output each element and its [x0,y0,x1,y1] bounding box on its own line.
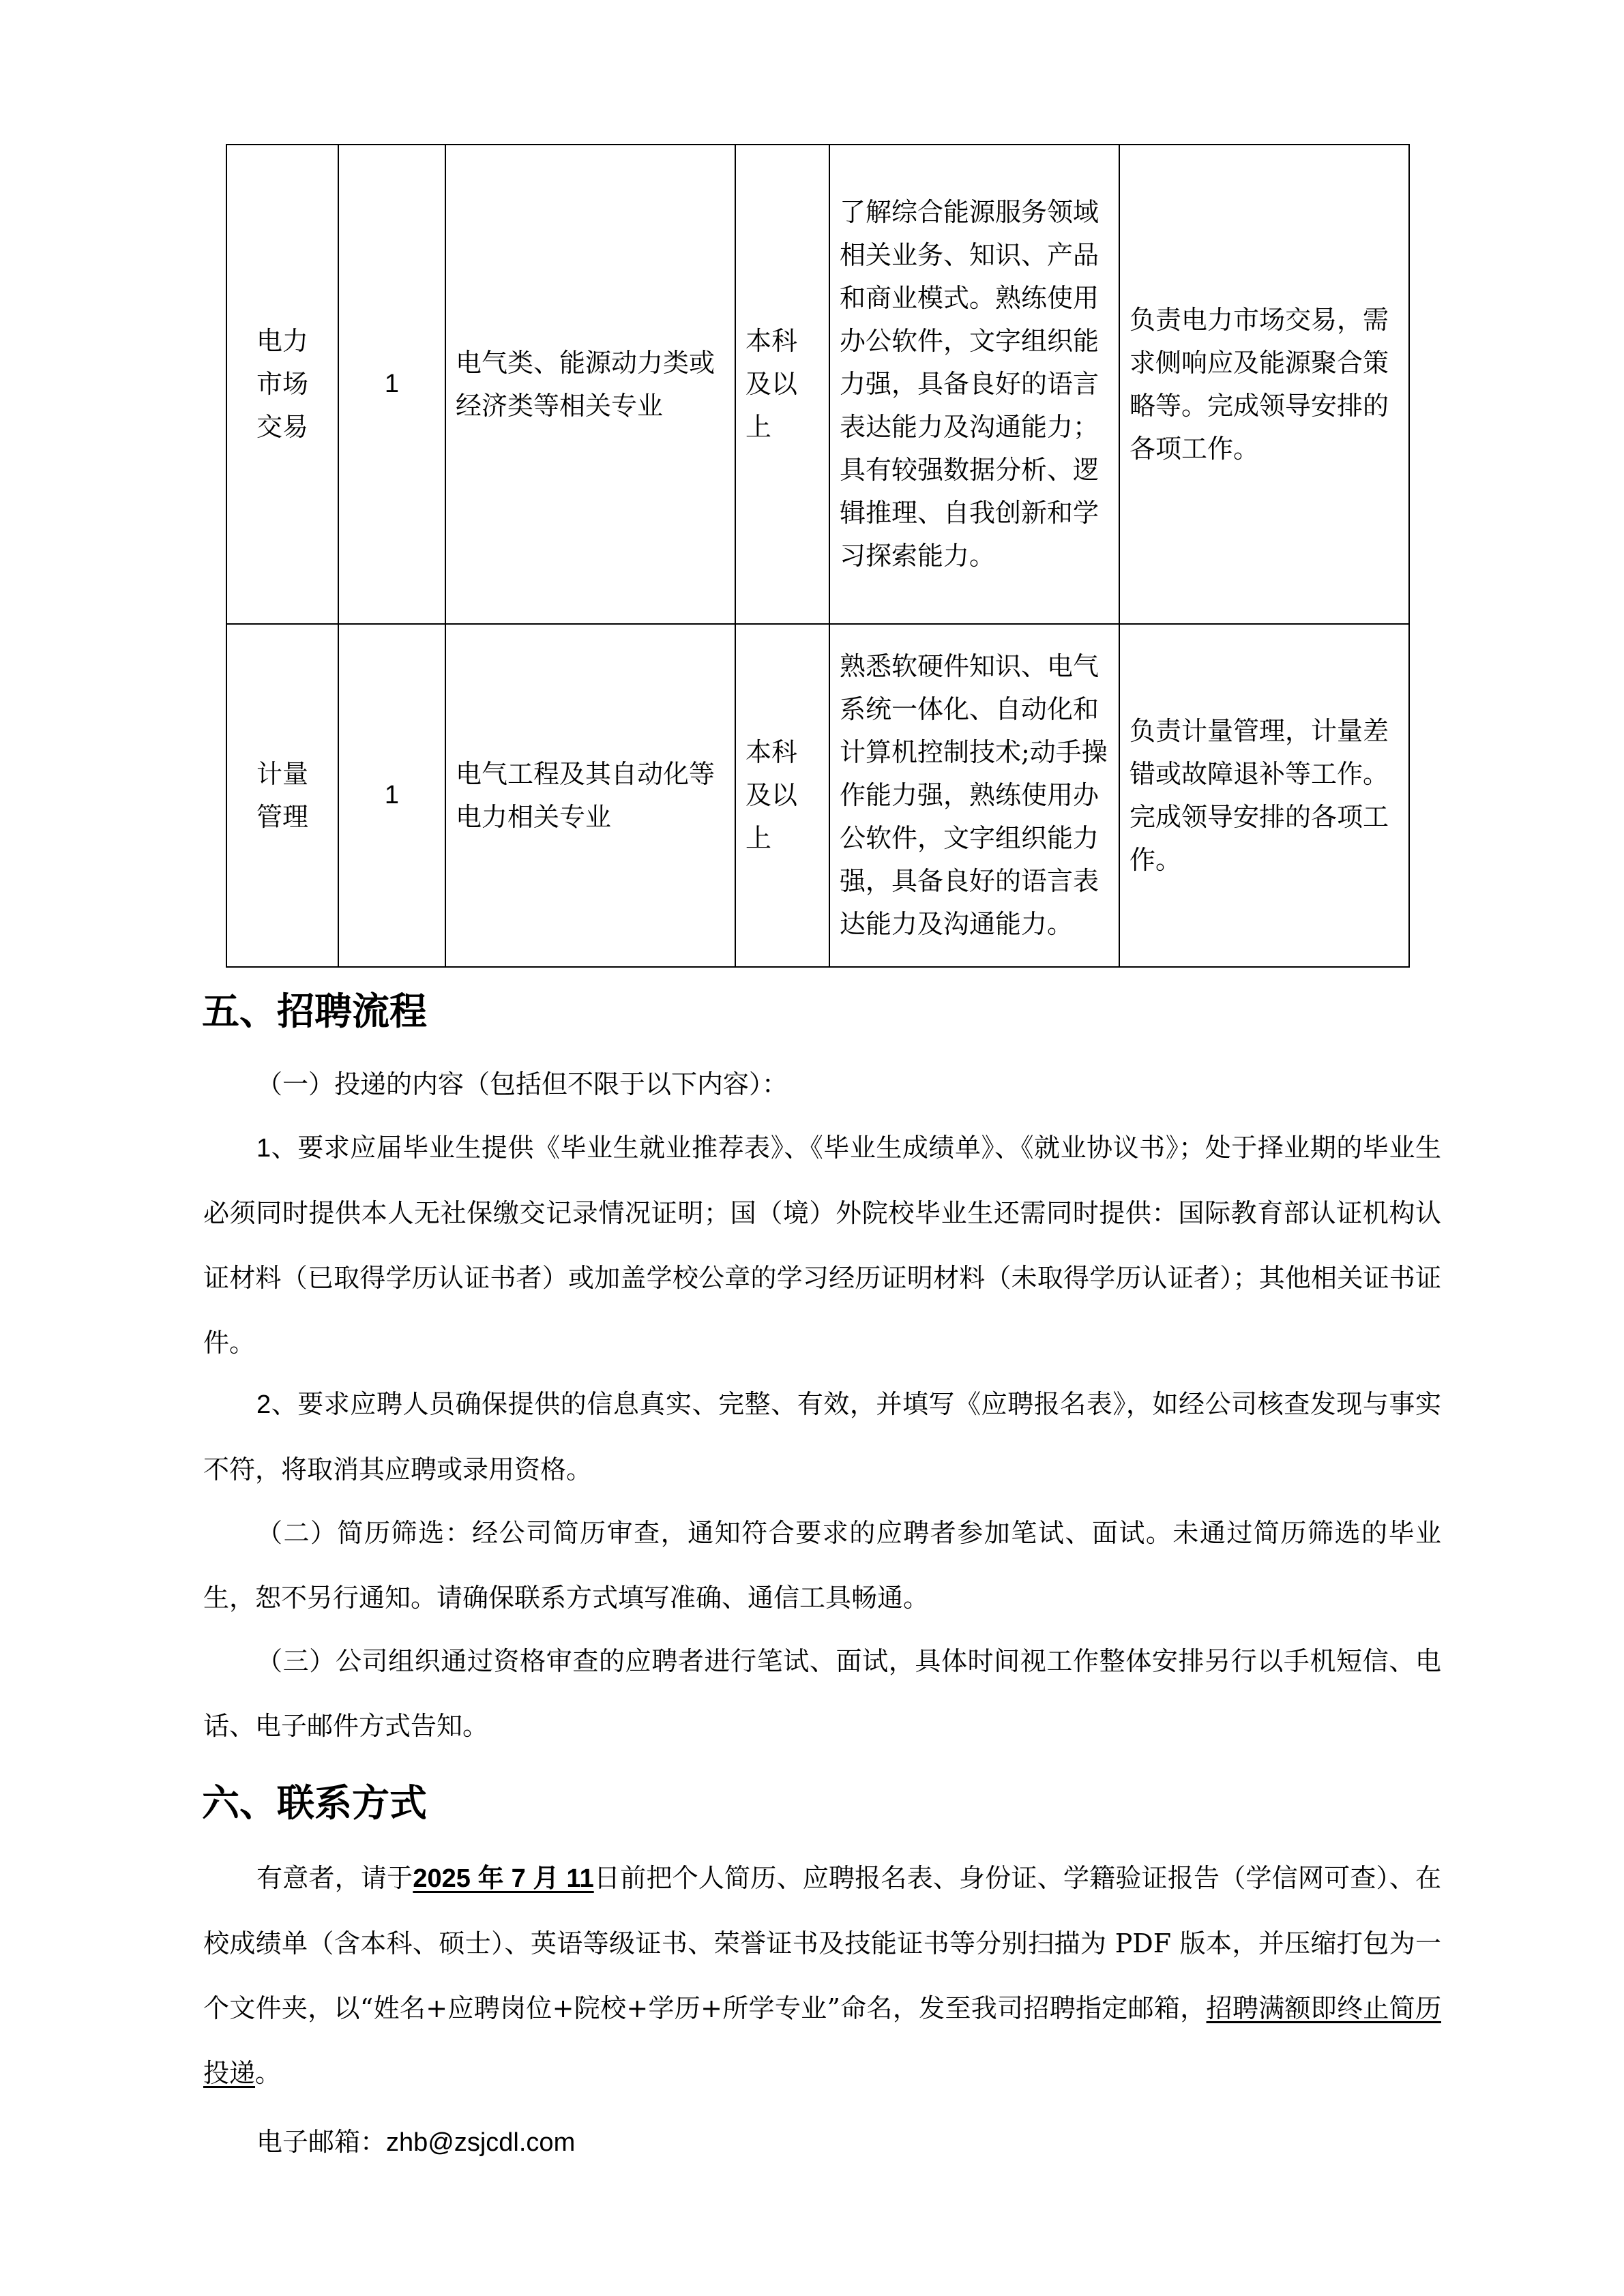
email-line [203,2110,1441,2175]
headcount-cell: 1 [338,624,445,967]
item-number: 2 [256,1390,271,1419]
requirements-cell: 了解综合能源服务领域相关业务、知识、产品和商业模式。熟练使用办公软件，文字组织能力强，具备良好的语言表达能力及沟通能力；具有较强数据分析、逻辑推理、自我创新和学习探索能力。 [829,145,1119,624]
duties-cell: 负责电力市场交易，需求侧响应及能源聚合策略等。完成领导安排的各项工作。 [1119,145,1409,624]
major-cell: 电气工程及其自动化等电力相关专业 [445,624,735,967]
closing-notice: 招聘满额即终止简历投递 [203,1993,1441,2088]
paragraph-submission-content: （一）投递的内容（包括但不限于以下内容）： [256,1069,788,1099]
position-title-cell: 电力市场交易 [226,145,338,624]
major-cell: 电气类、能源动力类或经济类等相关专业 [445,145,735,624]
email-label: 电子邮箱： [256,2127,387,2157]
item-number: 1 [256,1134,271,1163]
table-row [226,624,1409,967]
paragraph-application-instructions: 有意者，请于2025 年 7 月 11日前把个人简历、应聘报名表、身份证、学籍验证报告（学信网可查）、在校成绩单（含本科、硕士）、英语等级证书、荣誉证书及技能证书等分别扫描为 PDF 版本，并压缩打包为一个文件夹，以“姓名+应聘岗位+院校+学历+所学专业”命名，发至我司招聘指定邮箱，招聘满额即终止简历投递。 [203,1863,1441,2088]
position-table [226,144,1410,968]
table-row [226,145,1409,624]
paragraph-text: 、要求应届毕业生提供《毕业生就业推荐表》、《毕业生成绩单》、《就业协议书》；处于择业期的毕业生必须同时提供本人无社保缴交记录情况证明；国（境）外院校毕业生还需同时提供：国际教育部认证机构认证材料（已取得学历认证书者）或加盖学校公章的学习经历证明材料（未取得学历认证者）；其他相关证书证件。 [203,1133,1441,1358]
requirements-cell: 熟悉软硬件知识、电气系统一体化、自动化和计算机控制技术;动手操作能力强，熟练使用办公软件，文字组织能力强，具备良好的语言表达能力及沟通能力。 [829,624,1119,967]
education-cell: 本科及以上 [735,145,829,624]
paragraph-resume-screening: （二）简历筛选：经公司简历审查，通知符合要求的应聘者参加笔试、面试。未通过简历筛选的毕业生，恕不另行通知。请确保联系方式填写准确、通信工具畅通。 [203,1518,1441,1613]
paragraph-exam-interview: （三）公司组织通过资格审查的应聘者进行笔试、面试，具体时间视工作整体安排另行以手机短信、电话、电子邮件方式告知。 [203,1646,1441,1741]
education-cell: 本科及以上 [735,624,829,967]
paragraph-graduate-documents [203,1116,1441,1375]
paragraph-text: 日前把个人简历、应聘报名表、身份证、学籍验证报告（学信网可查）、在校成绩单（含本科、硕士）、英语等级证书、荣誉证书及技能证书等分别扫描为 PDF 版本，并压缩打包为一个文件夹，以“姓名+应聘岗位+院校+学历+所学专业”命名，发至我司招聘指定邮箱， [203,1863,1441,2023]
headcount-cell: 1 [338,145,445,624]
duties-cell: 负责计量管理，计量差错或故障退补等工作。完成领导安排的各项工作。 [1119,624,1409,967]
application-deadline: 2025 年 7 月 11 [413,1864,594,1893]
email-address[interactable]: zhb@zsjcdl.com [386,2128,576,2157]
paragraph-information-accuracy [203,1372,1441,1502]
paragraph-text: 、要求应聘人员确保提供的信息真实、完整、有效，并填写《应聘报名表》，如经公司核查发现与事实不符，将取消其应聘或录用资格。 [203,1389,1441,1485]
position-title-cell: 计量管理 [226,624,338,967]
paragraph-text: 有意者，请于 [256,1863,413,1893]
section-heading-contact: 六、联系方式 [202,1780,428,1825]
section-heading-recruitment-process: 五、招聘流程 [202,989,428,1033]
